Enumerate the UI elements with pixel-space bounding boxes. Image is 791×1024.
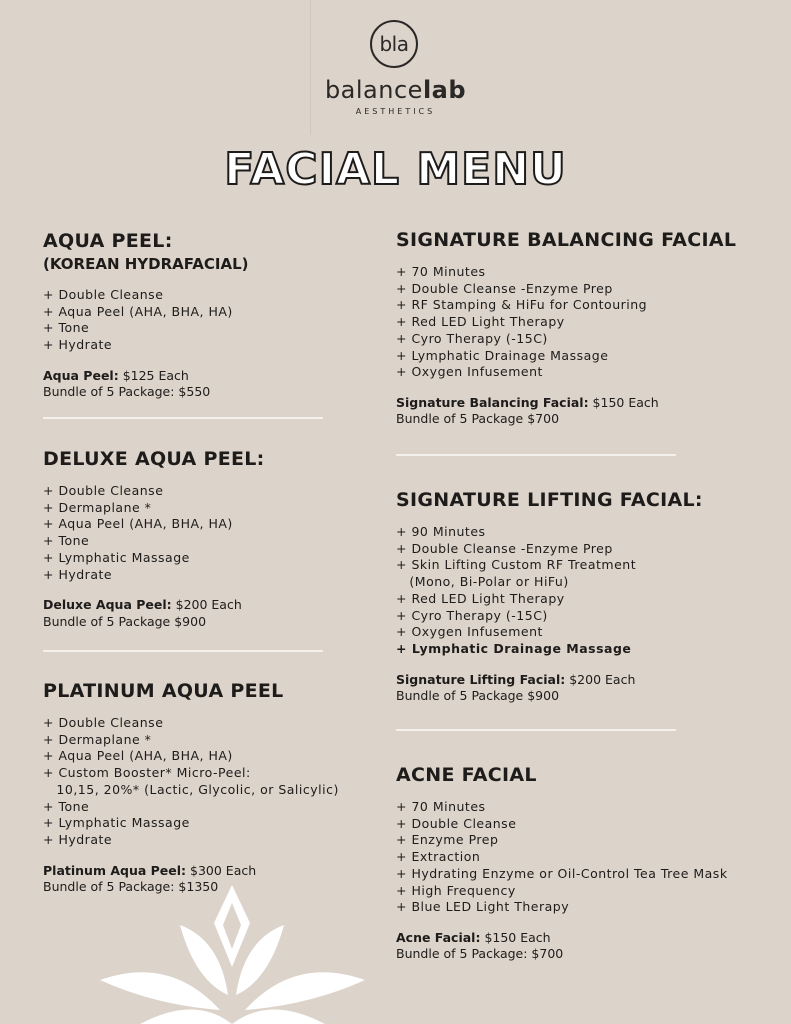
brand-name-light: balance (324, 76, 423, 104)
treatment-item: + Aqua Peel (AHA, BHA, HA) (43, 516, 233, 532)
treatment-item: + Cyro Therapy (-15C) (396, 330, 548, 346)
treatment-item: + 90 Minutes (396, 524, 486, 539)
page-title: FACIAL MENU (224, 144, 567, 195)
treatment-item: + Double Cleanse (396, 815, 517, 831)
bundle-price: Bundle of 5 Package $900 (396, 688, 560, 704)
treatment-list (396, 799, 776, 916)
section-signature-lifting-facial (396, 489, 776, 705)
treatment-item: + Custom Booster* Micro-Peel: (43, 765, 251, 781)
brand-logo-mark (370, 20, 418, 68)
treatment-list-items (396, 524, 776, 641)
brand-mark-text: bla (379, 32, 409, 56)
section-title: AQUA PEEL: (43, 230, 173, 252)
price-value: $150 Each (480, 929, 551, 945)
treatment-item: + Double Cleanse (43, 715, 164, 730)
treatment-item: + Tone (43, 533, 90, 549)
treatment-item: + 70 Minutes (396, 264, 486, 279)
price-value: $200 Each (171, 597, 242, 613)
section-platinum-aqua-peel (43, 680, 383, 896)
price-block (43, 597, 403, 630)
price-block (396, 395, 776, 428)
treatment-item: + Double Cleanse (43, 483, 164, 498)
price-label: Acne Facial: (396, 929, 481, 945)
price-label: Platinum Aqua Peel: (43, 862, 187, 878)
treatment-item: + Oxygen Infusement (396, 364, 543, 380)
treatment-item: + Tone (43, 798, 90, 814)
treatment-item: + Red LED Light Therapy (396, 314, 565, 330)
treatment-item: + Enzyme Prep (396, 832, 499, 848)
section-deluxe-aqua-peel (43, 448, 403, 630)
price-label: Signature Balancing Facial: (396, 394, 589, 410)
bundle-price: Bundle of 5 Package: $700 (396, 946, 564, 962)
treatment-item: + High Frequency (396, 882, 516, 898)
treatment-item: + Blue LED Light Therapy (396, 899, 570, 915)
treatment-item: + 70 Minutes (396, 799, 486, 814)
section-acne-facial (396, 764, 776, 963)
treatment-item: + Double Cleanse (43, 287, 164, 302)
price-value: $125 Each (118, 367, 189, 383)
treatment-item: + Hydrate (43, 337, 113, 353)
treatment-list (43, 287, 403, 354)
treatment-item: + Lymphatic Massage (43, 549, 190, 565)
treatment-list (43, 483, 403, 583)
price-block (396, 672, 776, 705)
price-label: Deluxe Aqua Peel: (43, 597, 172, 613)
treatment-item: + Lymphatic Massage (43, 815, 190, 831)
price-label: Aqua Peel: (43, 367, 119, 383)
brand-tagline: AESTHETICS (355, 107, 436, 116)
treatment-item: + Red LED Light Therapy (396, 590, 565, 606)
price-label: Signature Lifting Facial: (396, 671, 566, 687)
treatment-item: + Aqua Peel (AHA, BHA, HA) (43, 748, 233, 764)
treatment-list (396, 264, 776, 381)
price-block (396, 930, 776, 963)
treatment-item: 10,15, 20%* (Lactic, Glycolic, or Salicylic) (43, 781, 339, 797)
treatment-list (43, 715, 383, 849)
treatment-list (396, 524, 776, 658)
treatment-item: + Hydrate (43, 831, 113, 847)
price-value: $200 Each (565, 671, 636, 687)
treatment-item: + Dermaplane * (43, 499, 152, 515)
section-title: PLATINUM AQUA PEEL (43, 680, 284, 702)
treatment-item: + RF Stamping & HiFu for Contouring (396, 297, 648, 313)
treatment-item: + Skin Lifting Custom RF Treatment (396, 557, 637, 573)
section-title: SIGNATURE BALANCING FACIAL (396, 229, 737, 251)
lotus-decoration-icon (100, 885, 365, 1024)
price-value: $300 Each (186, 862, 257, 878)
treatment-item-bold: + Lymphatic Drainage Massage (396, 640, 632, 656)
bundle-price: Bundle of 5 Package: $550 (43, 384, 211, 400)
treatment-item: + Cyro Therapy (-15C) (396, 607, 548, 623)
section-divider (396, 729, 676, 731)
treatment-item: + Double Cleanse -Enzyme Prep (396, 280, 613, 296)
treatment-item: + Extraction (396, 849, 481, 865)
brand-name-bold: lab (422, 76, 467, 104)
treatment-item: + Hydrate (43, 566, 113, 582)
treatment-item: + Lymphatic Drainage Massage (396, 347, 609, 363)
treatment-item: + Tone (43, 320, 90, 336)
price-block (43, 368, 403, 401)
section-aqua-peel (43, 230, 403, 401)
treatment-item: + Oxygen Infusement (396, 624, 543, 640)
bundle-price: Bundle of 5 Package: $1350 (43, 879, 219, 895)
section-title: ACNE FACIAL (396, 764, 537, 786)
treatment-item: + Double Cleanse -Enzyme Prep (396, 540, 613, 556)
bundle-price: Bundle of 5 Package $700 (396, 411, 560, 427)
treatment-item: + Hydrating Enzyme or Oil-Control Tea Tree Mask (396, 865, 728, 881)
section-subtitle: (KOREAN HYDRAFACIAL) (43, 255, 249, 273)
treatment-item: + Aqua Peel (AHA, BHA, HA) (43, 303, 233, 319)
section-divider (43, 417, 323, 419)
bundle-price: Bundle of 5 Package $900 (43, 613, 207, 629)
price-value: $150 Each (588, 394, 659, 410)
section-title: DELUXE AQUA PEEL: (43, 448, 265, 470)
treatment-item: + Dermaplane * (43, 731, 152, 747)
section-divider (396, 454, 676, 456)
section-divider (43, 650, 323, 652)
brand-wordmark (0, 76, 791, 104)
section-signature-balancing-facial (396, 229, 776, 428)
treatment-item: (Mono, Bi-Polar or HiFu) (396, 574, 569, 590)
section-title: SIGNATURE LIFTING FACIAL: (396, 489, 703, 511)
